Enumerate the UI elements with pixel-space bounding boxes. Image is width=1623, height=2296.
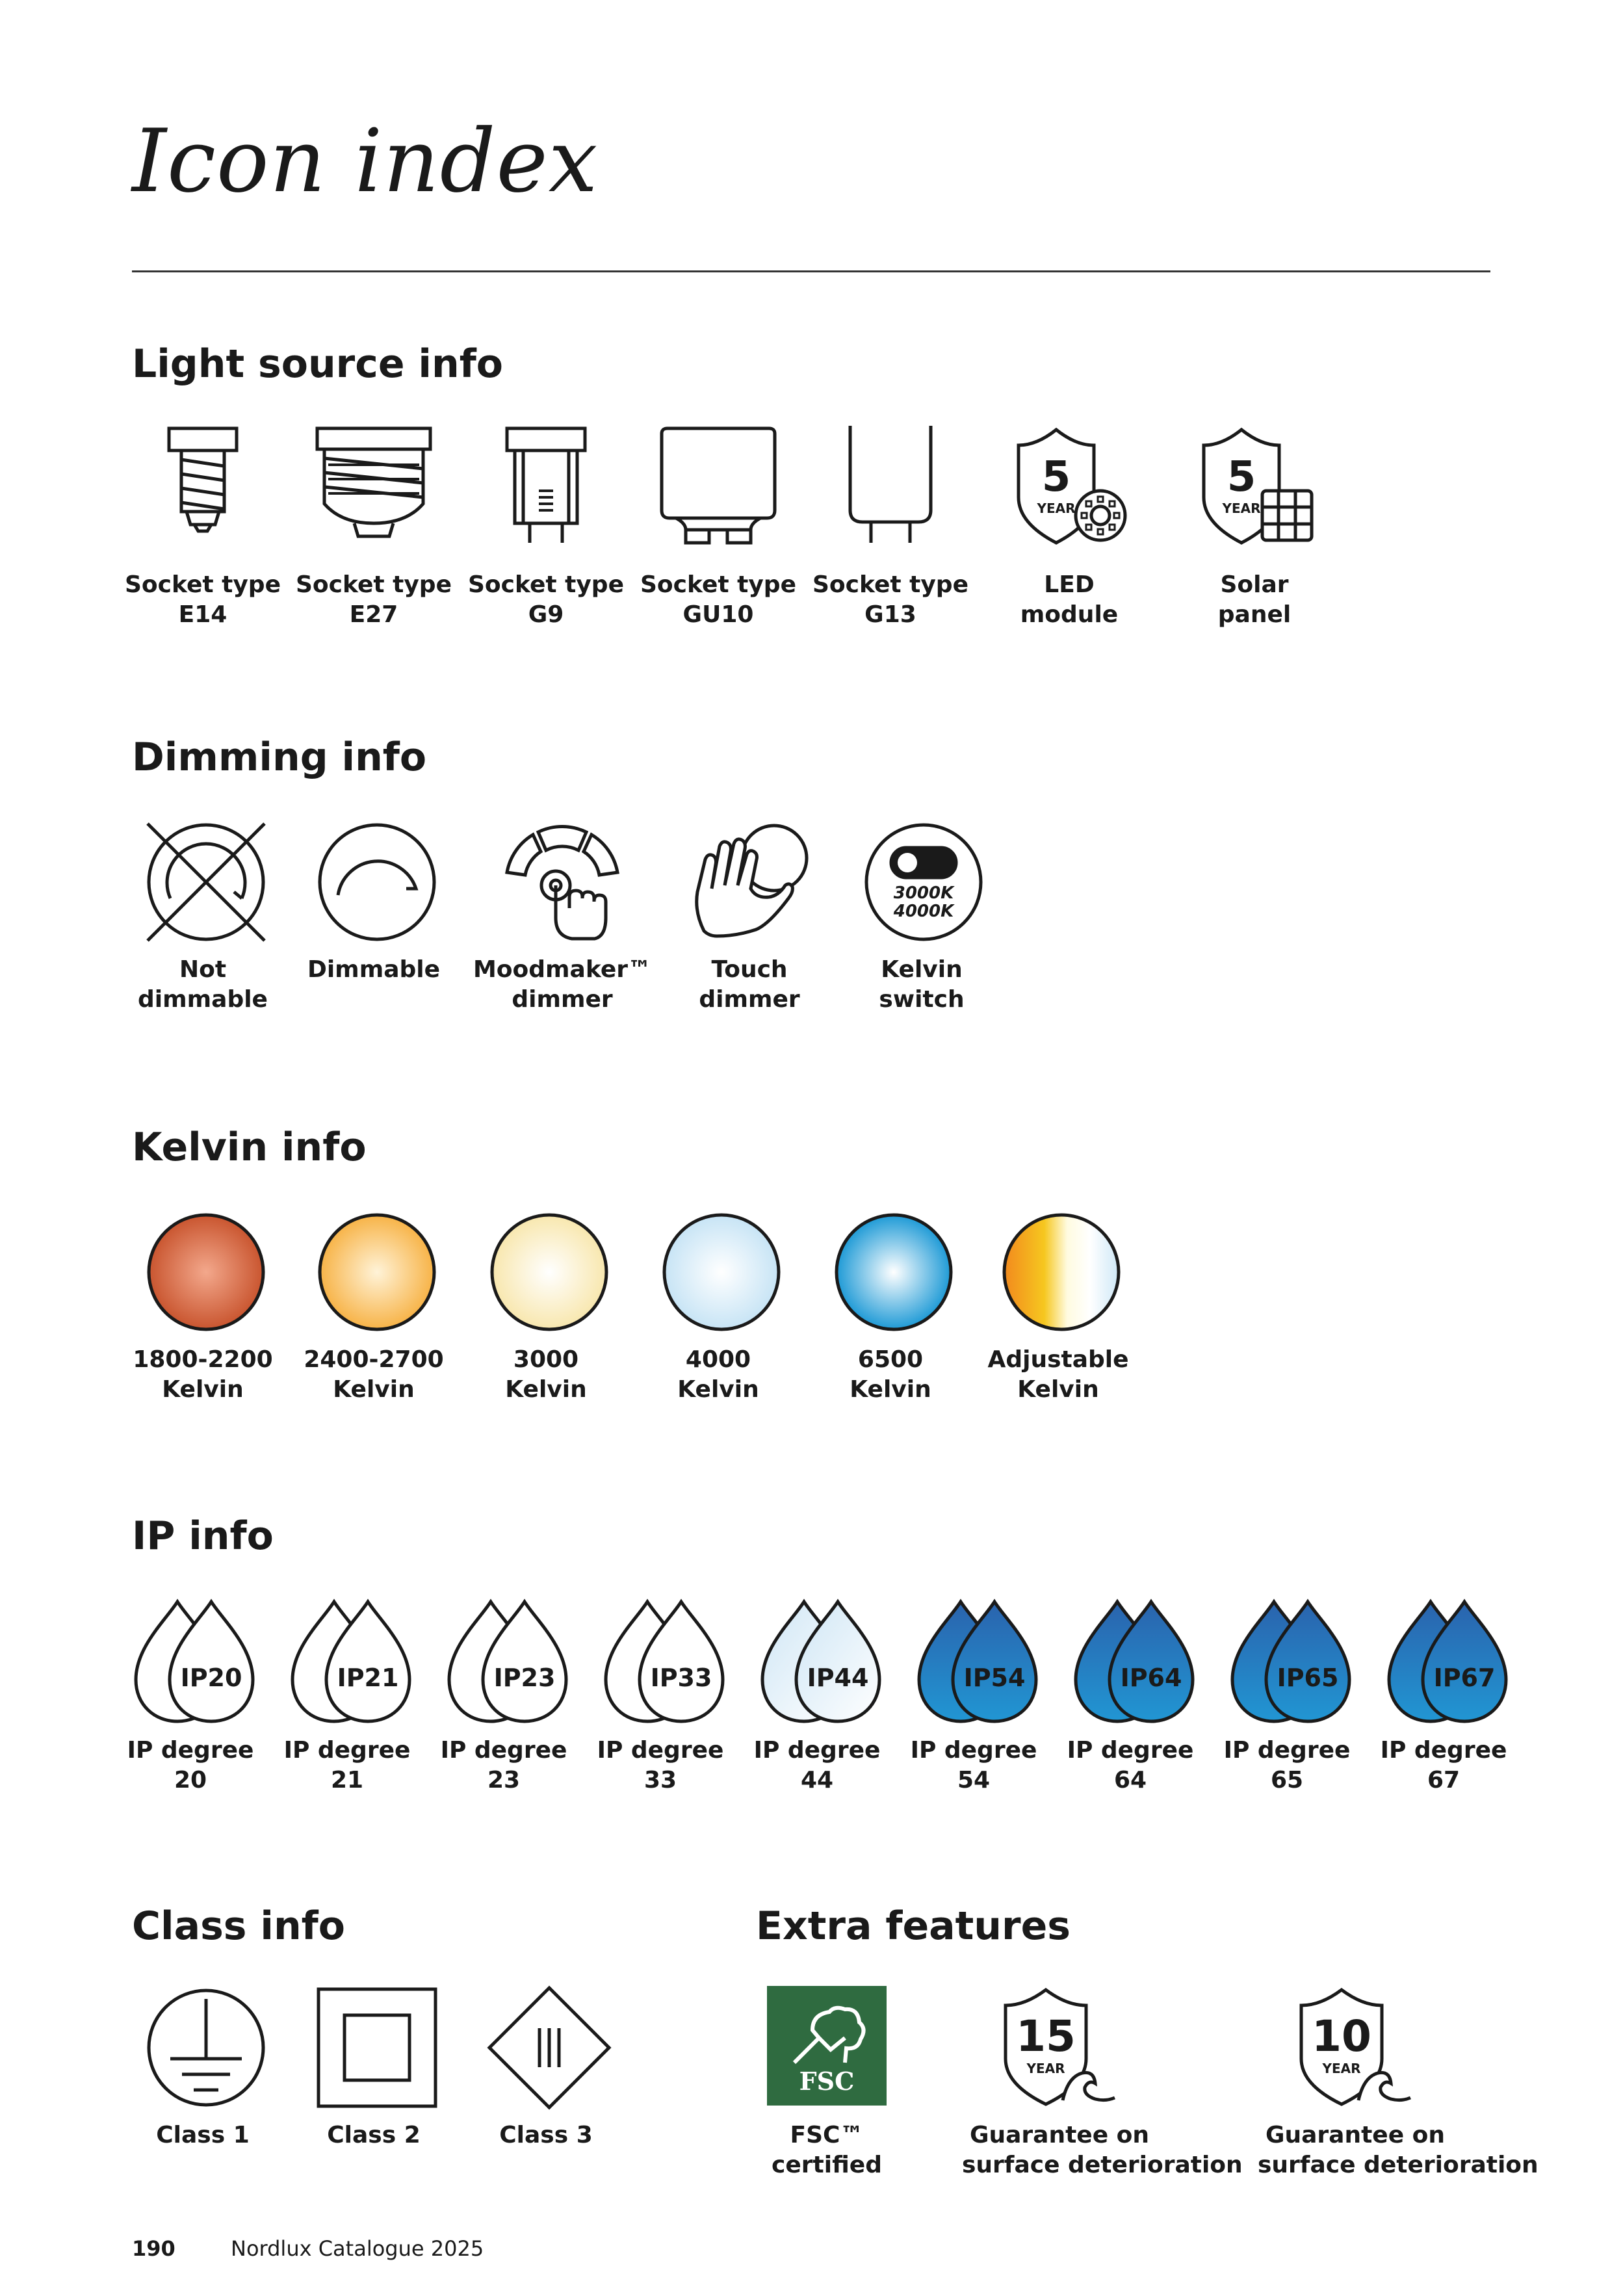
label-line2: certified (772, 2152, 882, 2178)
label-line1: 4000 (685, 1346, 751, 1373)
class-item-3 (448, 1986, 643, 2148)
ip-code-label: IP44 (807, 1663, 869, 1692)
ip33-icon (602, 1600, 725, 1724)
label-line1: Socket type (640, 571, 796, 598)
label-line2: surface deterioration (962, 2152, 1243, 2178)
label-line1: IP degree (440, 1737, 567, 1764)
light-source-item-e27 (276, 426, 471, 640)
label-line2: module (1020, 601, 1119, 628)
class-item-2 (276, 1986, 471, 2148)
light-source-item-g13 (793, 426, 988, 640)
label-line1: 3000 (513, 1346, 579, 1373)
light-source-item-solar-panel (1157, 426, 1352, 640)
ip44-icon (759, 1600, 882, 1724)
label-line1: Solar (1220, 571, 1289, 598)
label-line1: LED (1044, 571, 1095, 598)
dimming-item-dimmable (276, 820, 471, 1035)
ip-code-label: IP64 (1120, 1663, 1182, 1692)
fsc-logo-icon (767, 1986, 887, 2106)
svg-text:YEAR: YEAR (1026, 2061, 1065, 2076)
label-line1: FSC™ (790, 2122, 864, 2148)
socket-g13-icon (848, 426, 933, 549)
section-title-extra: Extra features (756, 1903, 1071, 1949)
svg-text:4000K: 4000K (893, 902, 954, 921)
label-line2: Kelvin (1017, 1376, 1099, 1403)
dimmable-icon (315, 820, 439, 944)
kelvin-adjustable-icon (1000, 1210, 1123, 1334)
svg-text:3000K: 3000K (893, 883, 954, 903)
label-line2: surface deterioration (1258, 2152, 1539, 2178)
ip-item (1346, 1600, 1541, 1795)
socket-gu10-icon (660, 426, 777, 549)
kelvin-item (105, 1210, 300, 1405)
ip-code-label: IP54 (963, 1663, 1026, 1692)
dimming-item-moodmaker (465, 820, 660, 1035)
section-title-kelvin: Kelvin info (132, 1125, 367, 1170)
ip20-icon (132, 1600, 255, 1724)
ip65-icon (1228, 1600, 1352, 1724)
label-line2: GU10 (682, 601, 754, 628)
kelvin-3000-icon (487, 1210, 611, 1334)
ip-code-label: IP20 (180, 1663, 242, 1692)
touch-dimmer-icon (691, 820, 814, 944)
label-line2: 44 (800, 1767, 834, 1794)
dimming-item-kelvin-switch (824, 820, 1019, 1035)
class-1-icon (144, 1986, 268, 2109)
label-line1: IP degree (597, 1737, 724, 1764)
light-source-item-e14 (105, 426, 300, 640)
page-number: 190 (132, 2236, 175, 2261)
svg-text:10: 10 (1312, 2011, 1371, 2061)
svg-text:15: 15 (1016, 2011, 1076, 2061)
label-line1: Socket type (125, 571, 281, 598)
label-line2: 33 (643, 1767, 677, 1794)
svg-text:5: 5 (1041, 453, 1071, 501)
kelvin-1800-2200-icon (144, 1210, 268, 1334)
label-line2: Kelvin (162, 1376, 244, 1403)
kelvin-2400-2700-icon (315, 1210, 439, 1334)
kelvin-4000-icon (660, 1210, 783, 1334)
ip67-icon (1385, 1600, 1509, 1724)
label-line2: 54 (957, 1767, 991, 1794)
kelvin-item (621, 1210, 816, 1405)
label-line1: IP degree (1067, 1737, 1194, 1764)
label-line2: switch (879, 986, 965, 1013)
label-line2: dimmer (512, 986, 613, 1013)
dimming-item-not-dimmable (105, 820, 300, 1035)
label-line2: 65 (1270, 1767, 1304, 1794)
page-title: Icon index (132, 111, 599, 212)
label-line1: Dimmable (307, 956, 441, 983)
ip-code-label: IP65 (1277, 1663, 1339, 1692)
label-line2: 67 (1427, 1767, 1461, 1794)
svg-text:YEAR: YEAR (1037, 501, 1076, 516)
label-line2: Kelvin (505, 1376, 587, 1403)
label-line2: 21 (330, 1767, 364, 1794)
label-line1: Moodmaker™ (473, 956, 651, 983)
led-module-warranty-icon (1011, 426, 1128, 549)
label-line2: 23 (487, 1767, 521, 1794)
socket-g9-icon (504, 426, 588, 549)
ip-code-label: IP33 (650, 1663, 712, 1692)
svg-text:FSC: FSC (799, 2067, 855, 2096)
label-line1: Adjustable (987, 1346, 1129, 1373)
socket-e14-icon (161, 426, 245, 543)
light-source-item-g9 (448, 426, 643, 640)
label-line1: 6500 (857, 1346, 924, 1373)
section-title-class: Class info (132, 1903, 346, 1949)
ip21-icon (289, 1600, 412, 1724)
catalogue-title: Nordlux Catalogue 2025 (231, 2236, 484, 2261)
label-line2: 64 (1113, 1767, 1147, 1794)
kelvin-6500-icon (832, 1210, 955, 1334)
label-line1: 1800-2200 (133, 1346, 273, 1373)
ip-code-label: IP67 (1433, 1663, 1496, 1692)
label-line2: Kelvin (333, 1376, 415, 1403)
label-line1: Guarantee on (969, 2122, 1150, 2148)
solar-panel-warranty-icon (1196, 426, 1313, 549)
light-source-item-gu10 (621, 426, 816, 640)
class-2-icon (315, 1986, 439, 2109)
label-line2: E27 (349, 601, 398, 628)
section-title-ip: IP info (132, 1513, 274, 1559)
ip-code-label: IP21 (337, 1663, 399, 1692)
label-line2: G9 (528, 601, 564, 628)
ip64-icon (1072, 1600, 1195, 1724)
label-line1: Socket type (468, 571, 624, 598)
label-line2: E14 (178, 601, 227, 628)
extra-item-guarantee-15 (962, 1986, 1243, 2181)
kelvin-item (276, 1210, 471, 1405)
label-line1: Class 1 (156, 2122, 250, 2148)
label-line2: Kelvin (677, 1376, 759, 1403)
label-line1: Guarantee on (1265, 2122, 1446, 2148)
label-line1: IP degree (127, 1737, 254, 1764)
svg-text:YEAR: YEAR (1322, 2061, 1361, 2076)
section-title-dimming: Dimming info (132, 735, 427, 780)
label-line2: panel (1217, 601, 1292, 628)
label-line1: IP degree (1380, 1737, 1507, 1764)
label-line1: IP degree (1223, 1737, 1351, 1764)
label-line1: IP degree (910, 1737, 1037, 1764)
label-line2: dimmer (699, 986, 800, 1013)
extra-item-fsc (729, 1986, 924, 2181)
label-line1: 2400-2700 (304, 1346, 444, 1373)
extra-item-guarantee-10 (1258, 1986, 1539, 2181)
class-item-1 (105, 1986, 300, 2148)
kelvin-item (448, 1210, 643, 1405)
guarantee-15-year-icon (998, 1986, 1121, 2109)
label-line2: dimmable (138, 986, 268, 1013)
label-line1: Class 2 (327, 2122, 421, 2148)
kelvin-item (961, 1210, 1156, 1405)
label-line1: Socket type (296, 571, 452, 598)
kelvin-item (793, 1210, 988, 1405)
label-line2: Kelvin (850, 1376, 931, 1403)
moodmaker-dimmer-icon (500, 820, 624, 944)
ip23-icon (445, 1600, 569, 1724)
not-dimmable-icon (144, 820, 268, 944)
label-line1: IP degree (283, 1737, 411, 1764)
kelvin-switch-icon (862, 820, 985, 944)
title-divider (132, 270, 1490, 272)
label-line1: Not (179, 956, 227, 983)
socket-e27-icon (315, 426, 432, 543)
section-title-light-source: Light source info (132, 341, 504, 387)
label-line1: Kelvin (881, 956, 963, 983)
label-line1: Touch (711, 956, 788, 983)
dimming-item-touch (652, 820, 847, 1035)
ip-code-label: IP23 (493, 1663, 556, 1692)
label-line2: G13 (864, 601, 916, 628)
guarantee-10-year-icon (1293, 1986, 1417, 2109)
class-3-icon (487, 1986, 611, 2109)
label-line1: Socket type (812, 571, 968, 598)
light-source-item-led-module (972, 426, 1167, 640)
label-line1: Class 3 (499, 2122, 593, 2148)
label-line1: IP degree (753, 1737, 881, 1764)
ip54-icon (915, 1600, 1039, 1724)
svg-text:YEAR: YEAR (1222, 501, 1261, 516)
label-line2: 20 (174, 1767, 207, 1794)
svg-text:5: 5 (1227, 453, 1256, 501)
